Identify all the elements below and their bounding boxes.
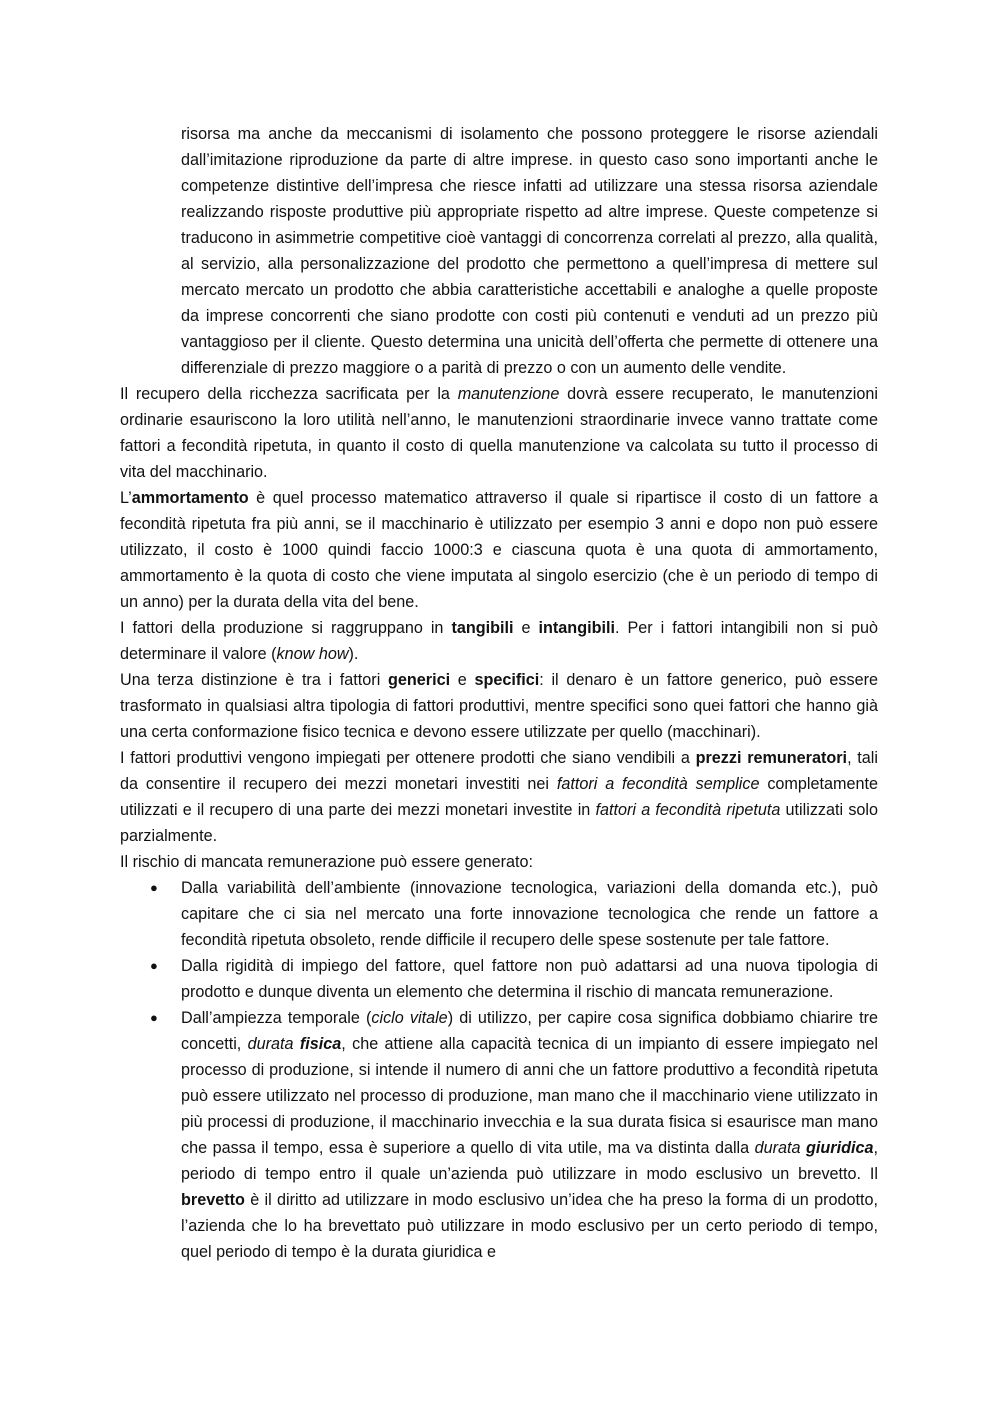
- text-run: L’: [120, 489, 132, 507]
- paragraph-competenze: risorsa ma anche da meccanismi di isolamento che possono proteggere le risorse aziendali dall’imitazione riproduzione da parte di altre imprese. in questo caso sono importanti anche le competenze distintive dell’impresa che riesce infatti ad utilizzare una stessa risorsa aziendale realizzando risposte produttive più appropriate rispetto ad altre imprese. Queste competenze si traducono in asimmetrie competitive cioè vantaggi di concorrenza correlati al prezzo, alla qualità, al servizio, alla personalizzazione del prodotto che permettono a quell’impresa di mettere sul mercato mercato un prodotto che abbia caratteristiche accettabili e analoghe a quelle proposte da imprese concorrenti che siano prodotte con costi più contenuti e venduti ad un prezzo più vantaggioso per il cliente. Questo determina una unicità dell’offerta che permette di ottenere una differenziale di prezzo maggiore o a parità di prezzo o con un aumento delle vendite.: [181, 125, 878, 377]
- text-run: Dall’ampiezza temporale (: [181, 1009, 372, 1027]
- bullet-icon: ●: [150, 958, 158, 973]
- bullet-icon: ●: [150, 880, 158, 895]
- term-tangibili: tangibili: [451, 619, 514, 637]
- term-durata: durata: [247, 1035, 300, 1053]
- text-run: e: [513, 619, 539, 637]
- paragraph-manutenzione: [120, 381, 878, 485]
- text-run: completamente utilizzati e il recupero di una parte dei mezzi monetari investite in: [120, 775, 878, 819]
- text-run: ).: [348, 645, 359, 663]
- text-run: è il diritto ad utilizzare in modo esclusivo un’idea che ha preso la forma di un prodotto, l’azienda che lo ha brevettato può utilizzare in modo esclusivo per un certo periodo di tempo, quel periodo di tempo è la durata giuridica e: [181, 1191, 878, 1261]
- term-fecondita-semplice: fattori a fecondità semplice: [556, 775, 760, 793]
- paragraph-generici-specifici: [120, 667, 878, 745]
- paragraph-tangibili: [120, 615, 878, 667]
- text-run: , periodo di tempo entro il quale un’azienda può utilizzare in modo esclusivo un brevetto. Il: [181, 1139, 878, 1183]
- term-giuridica: giuridica: [806, 1139, 874, 1157]
- list-item: [120, 953, 878, 1005]
- text-run: ) di utilizzo, per capire cosa significa dobbiamo chiarire tre concetti,: [181, 1009, 878, 1053]
- text-run: I fattori della produzione si raggruppano in: [120, 619, 452, 637]
- term-ammortamento: ammortamento: [131, 489, 249, 507]
- term-brevetto: brevetto: [181, 1191, 245, 1209]
- term-specifici: specifici: [474, 671, 540, 689]
- text-run: , tali da consentire il recupero dei mezzi monetari investiti nei: [120, 749, 878, 793]
- text-run: è quel processo matematico attraverso il quale si ripartisce il costo di un fattore a fecondità ripetuta fra più anni, se il macchinario è utilizzato per esempio 3 anni e dopo non può essere utilizzato, il costo è 1000 quindi faccio 1000:3 e ciascuna quota è una quota di ammortamento, ammortamento è la quota di costo che viene imputata al singolo esercizio (che è un periodo di tempo di un anno) per la durata della vita del bene.: [120, 489, 878, 611]
- text-run: : il denaro è un fattore generico, può essere trasformato in qualsiasi altra tipologia di fattori produttivi, mentre specifici sono quei fattori che hanno già una certa conformazione fisico tecnica e devono essere utilizzate per quello (macchinari).: [120, 671, 878, 741]
- list-item: [120, 1005, 878, 1265]
- text-run: Una terza distinzione è tra i fattori: [120, 671, 388, 689]
- term-ciclo-vitale: ciclo vitale: [371, 1009, 448, 1027]
- document-page: [120, 121, 878, 1265]
- list-item: [120, 875, 878, 953]
- term-fisica: fisica: [299, 1035, 342, 1053]
- text-run: e: [450, 671, 475, 689]
- paragraph-ammortamento: [120, 485, 878, 615]
- term-intangibili: intangibili: [538, 619, 615, 637]
- bullet-list: [120, 875, 878, 1265]
- bullet-icon: ●: [150, 1010, 158, 1025]
- term-generici: generici: [387, 671, 451, 689]
- term-prezzi-remuneratori: prezzi remuneratori: [695, 749, 848, 767]
- list-item-text: Dalla variabilità dell’ambiente (innovazione tecnologica, variazioni della domanda etc.), può capitare che ci sia nel mercato una forte innovazione tecnologica che rende un fattore a fecondità ripetuta obsoleto, rende difficile il recupero delle spese sostenute per tale fattore.: [181, 879, 878, 949]
- paragraph-prezzi-remuneratori: [120, 745, 878, 849]
- text-run: dovrà essere recuperato, le manutenzioni ordinarie esauriscono la loro utilità nell’anno, le manutenzioni straordinarie invece vanno trattate come fattori a fecondità ripetuta, in quanto il costo di quella manutenzione va calcolata su tutto il processo di vita del macchinario.: [120, 385, 878, 481]
- list-item-text: Dalla rigidità di impiego del fattore, quel fattore non può adattarsi ad una nuova tipologia di prodotto e dunque diventa un elemento che determina il rischio di mancata remunerazione.: [181, 957, 878, 1001]
- text-run: utilizzati solo parzialmente.: [120, 801, 879, 845]
- term-manutenzione: manutenzione: [457, 385, 560, 403]
- term-durata: durata: [754, 1139, 807, 1157]
- term-fecondita-ripetuta: fattori a fecondità ripetuta: [595, 801, 781, 819]
- term-know-how: know how: [276, 645, 349, 663]
- text-run: , che attiene alla capacità tecnica di un impianto di essere impiegato nel processo di produzione, si intende il numero di anni che un fattore produttivo a fecondità ripetuta può essere utilizzato nel processo di produzione, man mano che il macchinario viene utilizzato in più processi di produzione, il macchinario invecchia e la sua durata fisica si esaurisce man mano che passa il tempo, essa è superiore a quello di vita utile, ma va distinta dalla: [181, 1035, 878, 1157]
- text-run: I fattori produttivi vengono impiegati per ottenere prodotti che siano vendibili a: [120, 749, 696, 767]
- text-run: . Per i fattori intangibili non si può determinare il valore (: [120, 619, 879, 663]
- paragraph-rischio: Il rischio di mancata remunerazione può essere generato:: [120, 853, 534, 871]
- text-run: Il recupero della ricchezza sacrificata per la: [120, 385, 458, 403]
